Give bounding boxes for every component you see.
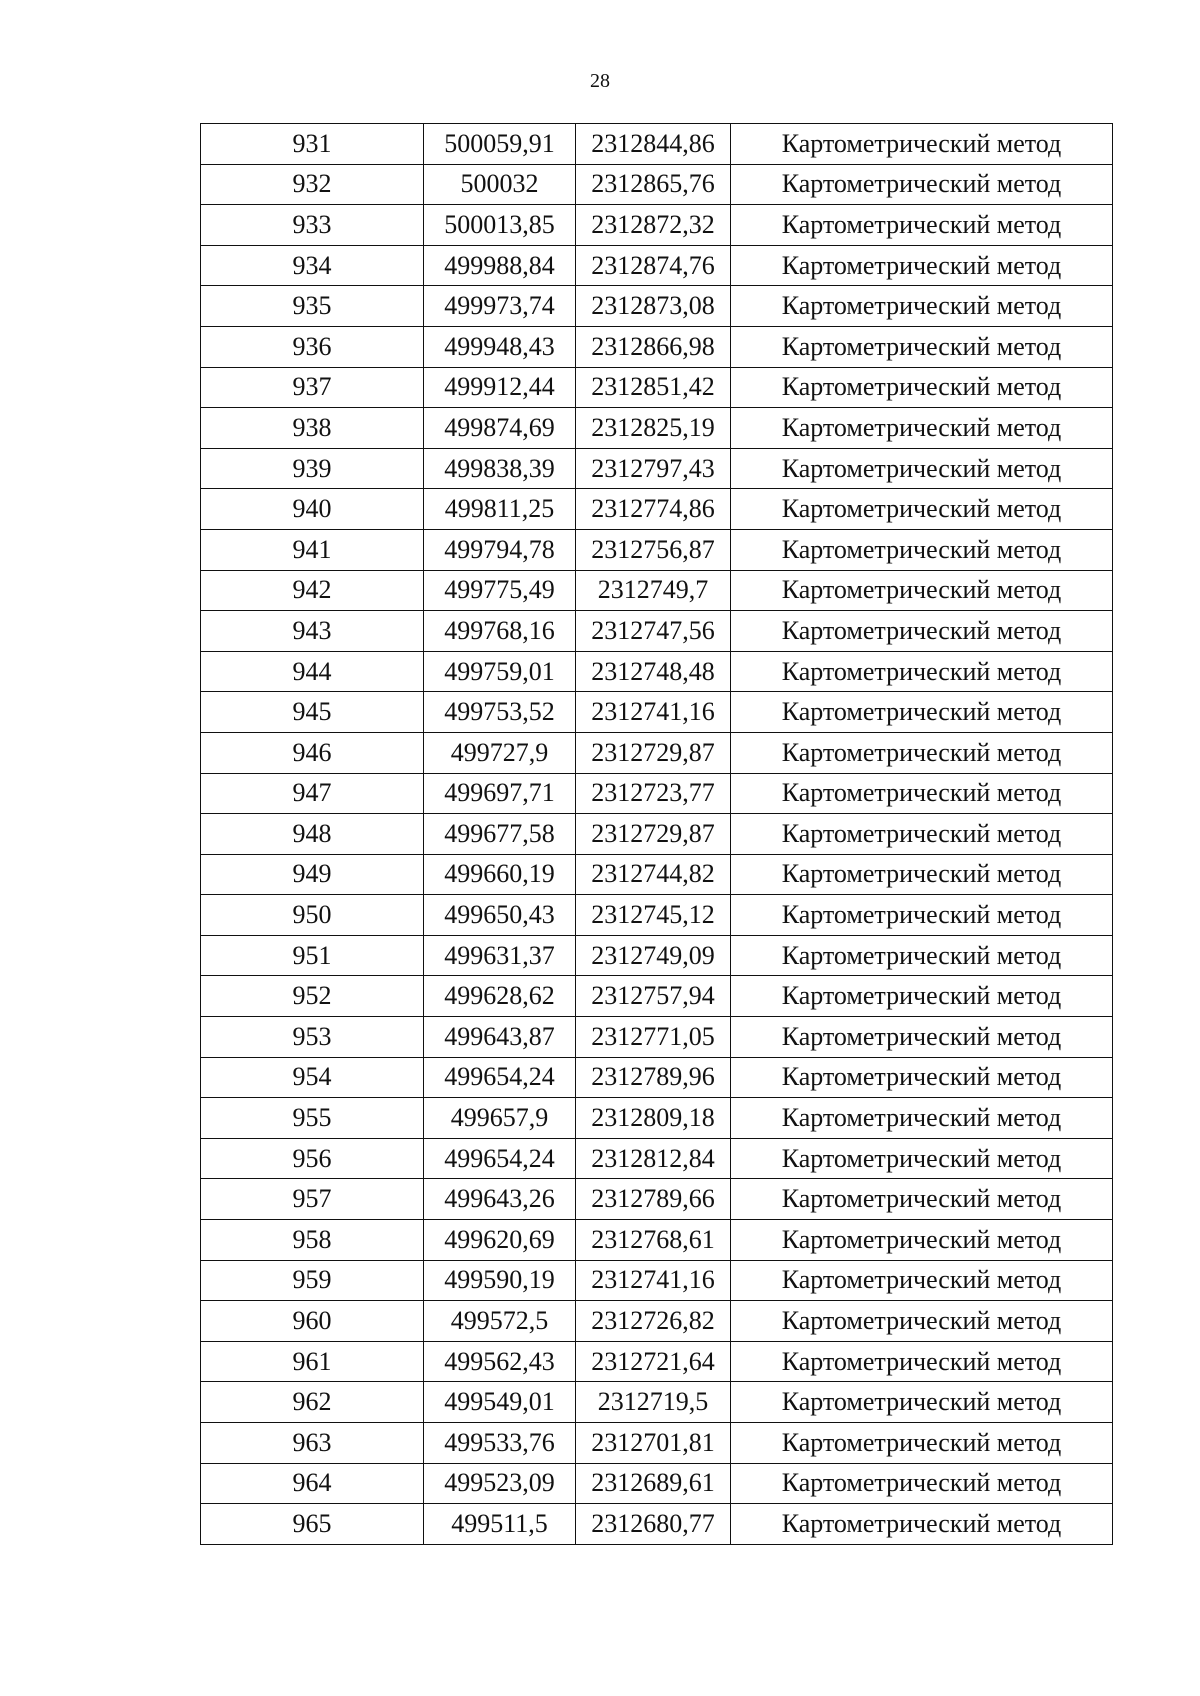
y-coordinate-cell: 2312744,82: [576, 854, 731, 895]
y-coordinate-cell: 2312741,16: [576, 1260, 731, 1301]
y-coordinate-cell: 2312741,16: [576, 692, 731, 733]
y-coordinate-cell: 2312789,96: [576, 1057, 731, 1098]
method-cell: Картометрический метод: [731, 367, 1113, 408]
y-coordinate-cell: 2312745,12: [576, 895, 731, 936]
point-number-cell: 953: [201, 1017, 424, 1058]
x-coordinate-cell: 499874,69: [424, 408, 576, 449]
point-number-cell: 954: [201, 1057, 424, 1098]
table-row: [201, 326, 1113, 367]
x-coordinate-cell: 500013,85: [424, 205, 576, 246]
table-row: [201, 814, 1113, 855]
point-number-cell: 965: [201, 1504, 424, 1545]
point-number-cell: 940: [201, 489, 424, 530]
method-cell: Картометрический метод: [731, 692, 1113, 733]
x-coordinate-cell: 499572,5: [424, 1301, 576, 1342]
table-row: [201, 529, 1113, 570]
method-cell: Картометрический метод: [731, 245, 1113, 286]
table-row: [201, 1301, 1113, 1342]
y-coordinate-cell: 2312680,77: [576, 1504, 731, 1545]
table-row: [201, 1220, 1113, 1261]
method-cell: Картометрический метод: [731, 286, 1113, 327]
page-number: 28: [590, 70, 610, 92]
point-number-cell: 944: [201, 651, 424, 692]
x-coordinate-cell: 499988,84: [424, 245, 576, 286]
x-coordinate-cell: 499590,19: [424, 1260, 576, 1301]
x-coordinate-cell: 499643,87: [424, 1017, 576, 1058]
point-number-cell: 931: [201, 124, 424, 165]
point-number-cell: 942: [201, 570, 424, 611]
x-coordinate-cell: 499794,78: [424, 529, 576, 570]
y-coordinate-cell: 2312729,87: [576, 732, 731, 773]
y-coordinate-cell: 2312873,08: [576, 286, 731, 327]
method-cell: Картометрический метод: [731, 1017, 1113, 1058]
x-coordinate-cell: 500032: [424, 164, 576, 205]
method-cell: Картометрический метод: [731, 895, 1113, 936]
y-coordinate-cell: 2312865,76: [576, 164, 731, 205]
x-coordinate-cell: 499912,44: [424, 367, 576, 408]
point-number-cell: 949: [201, 854, 424, 895]
table-row: [201, 1504, 1113, 1545]
y-coordinate-cell: 2312749,09: [576, 935, 731, 976]
point-number-cell: 962: [201, 1382, 424, 1423]
point-number-cell: 958: [201, 1220, 424, 1261]
method-cell: Картометрический метод: [731, 1138, 1113, 1179]
x-coordinate-cell: 499768,16: [424, 611, 576, 652]
point-number-cell: 941: [201, 529, 424, 570]
point-number-cell: 950: [201, 895, 424, 936]
table-row: [201, 651, 1113, 692]
point-number-cell: 933: [201, 205, 424, 246]
coordinates-table: [200, 123, 1113, 1545]
method-cell: Картометрический метод: [731, 1423, 1113, 1464]
x-coordinate-cell: 499549,01: [424, 1382, 576, 1423]
x-coordinate-cell: 499660,19: [424, 854, 576, 895]
x-coordinate-cell: 499533,76: [424, 1423, 576, 1464]
point-number-cell: 961: [201, 1341, 424, 1382]
method-cell: Картометрический метод: [731, 976, 1113, 1017]
method-cell: Картометрический метод: [731, 124, 1113, 165]
x-coordinate-cell: 499511,5: [424, 1504, 576, 1545]
y-coordinate-cell: 2312872,32: [576, 205, 731, 246]
table-row: [201, 976, 1113, 1017]
method-cell: Картометрический метод: [731, 1179, 1113, 1220]
table-row: [201, 692, 1113, 733]
y-coordinate-cell: 2312726,82: [576, 1301, 731, 1342]
y-coordinate-cell: 2312771,05: [576, 1017, 731, 1058]
y-coordinate-cell: 2312689,61: [576, 1463, 731, 1504]
method-cell: Картометрический метод: [731, 814, 1113, 855]
y-coordinate-cell: 2312797,43: [576, 448, 731, 489]
table-row: [201, 1463, 1113, 1504]
method-cell: Картометрический метод: [731, 1382, 1113, 1423]
method-cell: Картометрический метод: [731, 854, 1113, 895]
method-cell: Картометрический метод: [731, 1098, 1113, 1139]
method-cell: Картометрический метод: [731, 1260, 1113, 1301]
table-row: [201, 245, 1113, 286]
table-row: [201, 732, 1113, 773]
point-number-cell: 956: [201, 1138, 424, 1179]
point-number-cell: 934: [201, 245, 424, 286]
method-cell: Картометрический метод: [731, 773, 1113, 814]
y-coordinate-cell: 2312789,66: [576, 1179, 731, 1220]
x-coordinate-cell: 499753,52: [424, 692, 576, 733]
y-coordinate-cell: 2312747,56: [576, 611, 731, 652]
x-coordinate-cell: 499759,01: [424, 651, 576, 692]
y-coordinate-cell: 2312825,19: [576, 408, 731, 449]
y-coordinate-cell: 2312844,86: [576, 124, 731, 165]
y-coordinate-cell: 2312721,64: [576, 1341, 731, 1382]
method-cell: Картометрический метод: [731, 1504, 1113, 1545]
point-number-cell: 951: [201, 935, 424, 976]
point-number-cell: 937: [201, 367, 424, 408]
x-coordinate-cell: 499948,43: [424, 326, 576, 367]
x-coordinate-cell: 499697,71: [424, 773, 576, 814]
method-cell: Картометрический метод: [731, 448, 1113, 489]
point-number-cell: 939: [201, 448, 424, 489]
table-row: [201, 570, 1113, 611]
table-row: [201, 895, 1113, 936]
point-number-cell: 959: [201, 1260, 424, 1301]
y-coordinate-cell: 2312757,94: [576, 976, 731, 1017]
method-cell: Картометрический метод: [731, 570, 1113, 611]
point-number-cell: 963: [201, 1423, 424, 1464]
table-row: [201, 1098, 1113, 1139]
y-coordinate-cell: 2312756,87: [576, 529, 731, 570]
y-coordinate-cell: 2312809,18: [576, 1098, 731, 1139]
point-number-cell: 932: [201, 164, 424, 205]
table-row: [201, 1179, 1113, 1220]
table-row: [201, 854, 1113, 895]
method-cell: Картометрический метод: [731, 408, 1113, 449]
point-number-cell: 947: [201, 773, 424, 814]
table-row: [201, 1260, 1113, 1301]
table-row: [201, 448, 1113, 489]
point-number-cell: 946: [201, 732, 424, 773]
x-coordinate-cell: 499654,24: [424, 1057, 576, 1098]
point-number-cell: 936: [201, 326, 424, 367]
x-coordinate-cell: 499650,43: [424, 895, 576, 936]
table-row: [201, 1138, 1113, 1179]
point-number-cell: 960: [201, 1301, 424, 1342]
table-row: [201, 1057, 1113, 1098]
coordinates-table-body: [201, 124, 1113, 1545]
x-coordinate-cell: 500059,91: [424, 124, 576, 165]
x-coordinate-cell: 499523,09: [424, 1463, 576, 1504]
y-coordinate-cell: 2312774,86: [576, 489, 731, 530]
x-coordinate-cell: 499654,24: [424, 1138, 576, 1179]
table-row: [201, 611, 1113, 652]
x-coordinate-cell: 499973,74: [424, 286, 576, 327]
x-coordinate-cell: 499620,69: [424, 1220, 576, 1261]
table-row: [201, 773, 1113, 814]
point-number-cell: 957: [201, 1179, 424, 1220]
table-row: [201, 935, 1113, 976]
y-coordinate-cell: 2312768,61: [576, 1220, 731, 1261]
method-cell: Картометрический метод: [731, 164, 1113, 205]
x-coordinate-cell: 499677,58: [424, 814, 576, 855]
table-row: [201, 1017, 1113, 1058]
table-row: [201, 408, 1113, 449]
point-number-cell: 948: [201, 814, 424, 855]
y-coordinate-cell: 2312866,98: [576, 326, 731, 367]
method-cell: Картометрический метод: [731, 732, 1113, 773]
point-number-cell: 938: [201, 408, 424, 449]
table-row: [201, 164, 1113, 205]
method-cell: Картометрический метод: [731, 529, 1113, 570]
y-coordinate-cell: 2312874,76: [576, 245, 731, 286]
y-coordinate-cell: 2312812,84: [576, 1138, 731, 1179]
method-cell: Картометрический метод: [731, 1341, 1113, 1382]
y-coordinate-cell: 2312851,42: [576, 367, 731, 408]
y-coordinate-cell: 2312719,5: [576, 1382, 731, 1423]
x-coordinate-cell: 499775,49: [424, 570, 576, 611]
point-number-cell: 964: [201, 1463, 424, 1504]
method-cell: Картометрический метод: [731, 205, 1113, 246]
method-cell: Картометрический метод: [731, 489, 1113, 530]
method-cell: Картометрический метод: [731, 651, 1113, 692]
table-row: [201, 205, 1113, 246]
method-cell: Картометрический метод: [731, 1301, 1113, 1342]
point-number-cell: 955: [201, 1098, 424, 1139]
method-cell: Картометрический метод: [731, 1057, 1113, 1098]
x-coordinate-cell: 499562,43: [424, 1341, 576, 1382]
method-cell: Картометрический метод: [731, 611, 1113, 652]
table-row: [201, 367, 1113, 408]
point-number-cell: 935: [201, 286, 424, 327]
y-coordinate-cell: 2312748,48: [576, 651, 731, 692]
y-coordinate-cell: 2312729,87: [576, 814, 731, 855]
y-coordinate-cell: 2312723,77: [576, 773, 731, 814]
x-coordinate-cell: 499811,25: [424, 489, 576, 530]
x-coordinate-cell: 499628,62: [424, 976, 576, 1017]
method-cell: Картометрический метод: [731, 326, 1113, 367]
table-row: [201, 286, 1113, 327]
table-row: [201, 124, 1113, 165]
method-cell: Картометрический метод: [731, 1220, 1113, 1261]
table-row: [201, 1423, 1113, 1464]
y-coordinate-cell: 2312701,81: [576, 1423, 731, 1464]
method-cell: Картометрический метод: [731, 935, 1113, 976]
x-coordinate-cell: 499631,37: [424, 935, 576, 976]
table-row: [201, 1341, 1113, 1382]
point-number-cell: 943: [201, 611, 424, 652]
point-number-cell: 952: [201, 976, 424, 1017]
y-coordinate-cell: 2312749,7: [576, 570, 731, 611]
point-number-cell: 945: [201, 692, 424, 733]
x-coordinate-cell: 499838,39: [424, 448, 576, 489]
table-row: [201, 489, 1113, 530]
x-coordinate-cell: 499657,9: [424, 1098, 576, 1139]
method-cell: Картометрический метод: [731, 1463, 1113, 1504]
table-row: [201, 1382, 1113, 1423]
x-coordinate-cell: 499727,9: [424, 732, 576, 773]
x-coordinate-cell: 499643,26: [424, 1179, 576, 1220]
